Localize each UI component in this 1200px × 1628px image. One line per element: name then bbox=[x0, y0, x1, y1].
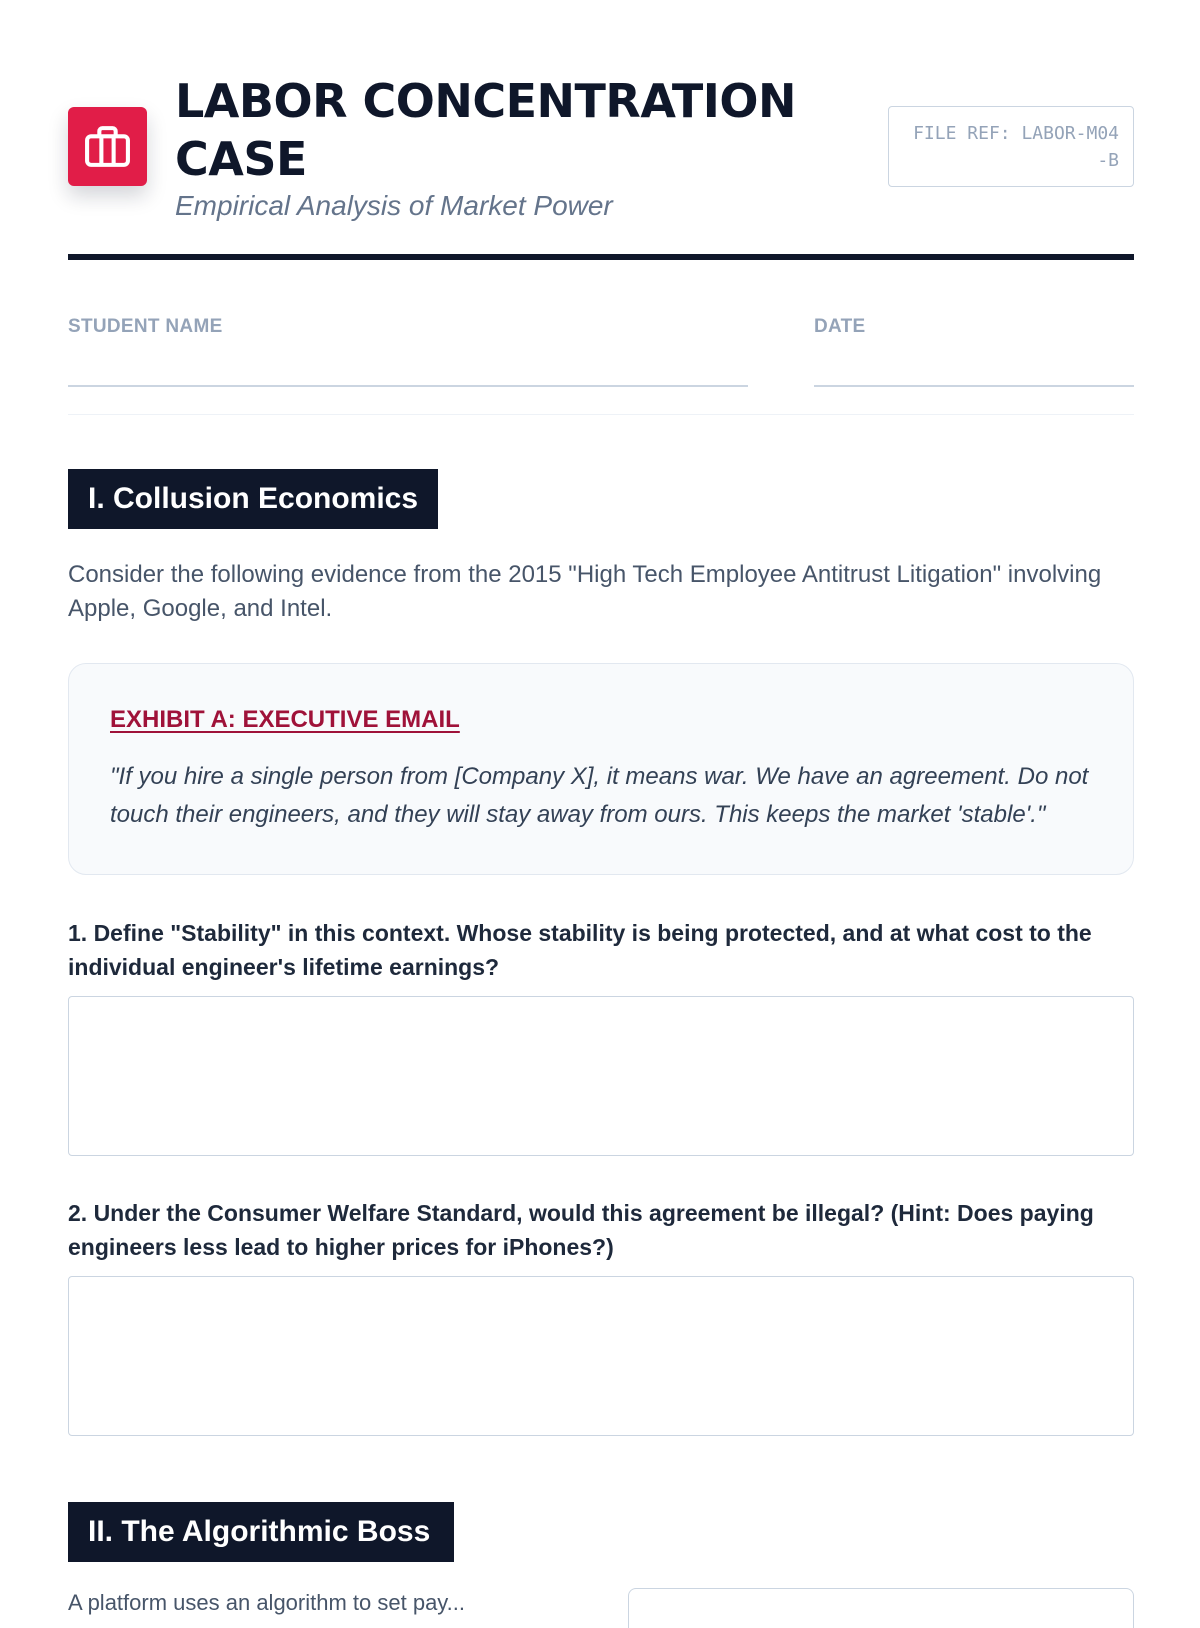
section-intro: Consider the following evidence from the 2015 "High Tech Employee Antitrust Litigation" involving Apple, Google, and Intel. bbox=[68, 561, 1102, 622]
question-1: 1. Define "Stability" in this context. Whose stability is being protected, and at what cost to the individual engineer's lifetime earnings? bbox=[68, 920, 1092, 980]
fields-divider bbox=[68, 414, 1134, 415]
page-title: LABOR CONCENTRATION CASE bbox=[175, 74, 796, 186]
page-subtitle: Empirical Analysis of Market Power bbox=[175, 190, 613, 221]
worksheet-header bbox=[68, 72, 1134, 222]
exhibit-card bbox=[68, 663, 1134, 875]
date-label: DATE bbox=[814, 316, 866, 337]
briefcase-icon bbox=[83, 122, 132, 171]
section2-box-partial bbox=[628, 1588, 1134, 1628]
student-name-label: STUDENT NAME bbox=[68, 316, 223, 337]
worksheet-page bbox=[68, 0, 1134, 1615]
exhibit-quote: "If you hire a single person from [Company X], it means war. We have an agreement. Do not touch their engineers, and they will stay away from ours. This keeps the market 'stable'." bbox=[110, 763, 1089, 828]
student-name-field[interactable] bbox=[68, 385, 748, 387]
file-reference-badge: FILE REF: LABOR-M04-B bbox=[888, 106, 1134, 187]
answer-box-1[interactable] bbox=[68, 996, 1134, 1156]
answer-box-2[interactable] bbox=[68, 1276, 1134, 1436]
exhibit-label: EXHIBIT A: EXECUTIVE EMAIL bbox=[110, 706, 460, 733]
case-logo bbox=[68, 107, 147, 186]
header-divider bbox=[68, 254, 1134, 260]
date-field[interactable] bbox=[814, 385, 1134, 387]
section-heading-algorithmic-boss: II. The Algorithmic Boss bbox=[68, 1502, 454, 1562]
section-heading-collusion: I. Collusion Economics bbox=[68, 469, 438, 529]
section-intro-partial: A platform uses an algorithm to set pay... bbox=[68, 1590, 466, 1615]
question-2: 2. Under the Consumer Welfare Standard, would this agreement be illegal? (Hint: Does paying engineers less lead to higher prices for iPhones?) bbox=[68, 1200, 1094, 1260]
